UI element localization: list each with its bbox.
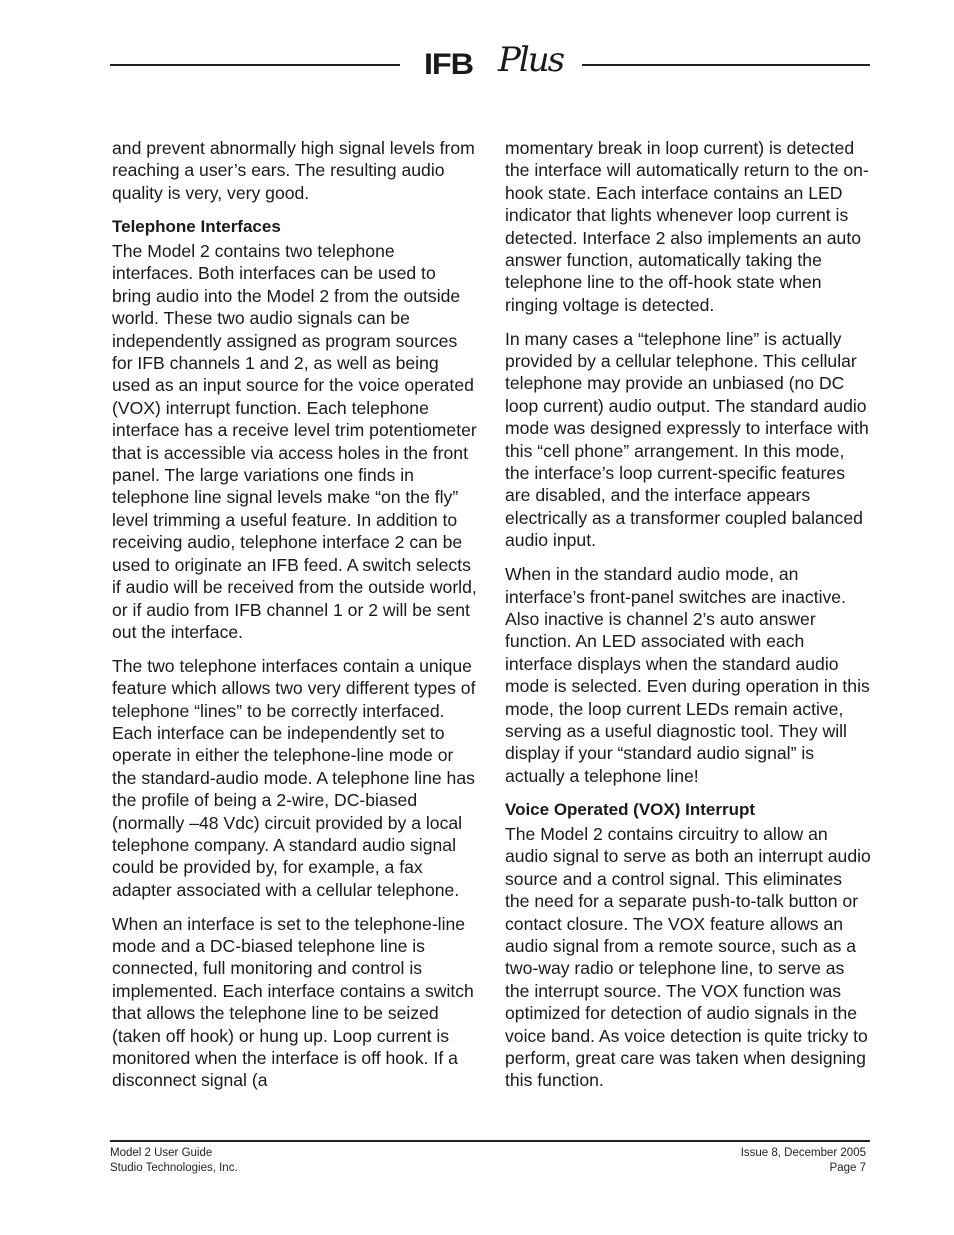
paragraph: The Model 2 contains circuitry to allow an audio signal to serve as both an interrupt audio source and a control signal. This eliminates the need for a separate push-to-talk button or contact closure. The VOX feature allows an audio signal from a remote source, such as a two-way radio or telephone line, to serve as the interrupt source. The VOX function was optimized for detection of audio signals in the voice band. As voice detection is quite tricky to perform, great care was taken when designing this function. [505,823,871,1091]
header-rule-left [110,64,400,66]
section-heading-telephone-interfaces: Telephone Interfaces [112,216,281,236]
paragraph: The two telephone interfaces contain a unique feature which allows two very different types of telephone “lines” to be correctly interfaced. Each interface can be independently set to operate in either the telephone-line mode or the standard-audio mode. A telephone line has the profile of being a 2-wire, DC-biased (normally –48 Vdc) circuit provided by a local telephone company. A standard audio signal could be provided by, for example, a fax adapter associated with a cellular telephone. [112,655,476,900]
footer-right [741,1146,866,1175]
footer-page-number: Page 7 [829,1161,866,1174]
paragraph: The Model 2 contains two telephone interfaces. Both interfaces can be used to bring audio into the Model 2 from the outside world. These two audio signals can be independently assigned as program sources for IFB channels 1 and 2, as well as being used as an input source for the voice operated (VOX) interrupt function. Each telephone interface has a receive level trim potentiometer that is accessible via access holes in the front panel. The large variations one finds in telephone line signal levels make “on the fly” level trimming a useful feature. In addition to receiving audio, telephone interface 2 can be used to originate an IFB feed. A switch selects if audio will be received from the outside world, or if audio from IFB channel 1 or 2 will be sent out the interface. [112,241,477,642]
header-rule-right [582,64,870,66]
footer-left [110,1146,238,1175]
logo-ifb-text: IFB [424,48,473,81]
paragraph: momentary break in loop current) is detected the interface will automatically return to the on-hook state. Each interface contains an LED indicator that lights whenever loop current is detected. Interface 2 also implements an auto answer function, automatically taking the telephone line to the off-hook state when ringing voltage is detected. [505,138,869,315]
footer-issue: Issue 8, December 2005 [740,1147,866,1159]
right-column [505,137,871,1103]
footer-company: Studio Technologies, Inc. [110,1161,238,1174]
paragraph: When an interface is set to the telephone-line mode and a DC-biased telephone line is connected, full monitoring and control is implemented. Each interface contains a switch that allows the telephone line to be seized (taken off hook) or hung up. Loop current is monitored when the interface is off hook. If a disconnect signal (a [112,913,474,1091]
footer-doc-title: Model 2 User Guide [110,1147,213,1159]
footer-rule [110,1140,870,1142]
section-heading-vox-interrupt: Voice Operated (VOX) Interrupt [505,799,756,819]
paragraph: When in the standard audio mode, an interface’s front-panel switches are inactive. Also inactive is channel 2’s auto answer function. An LED associated with each interface displays when the standard audio mode is selected. Even during operation in this mode, the loop current LEDs remain active, serving as a useful diagnostic tool. They will display if your “standard audio signal” is actually a telephone line! [505,564,870,786]
left-column [112,137,478,1103]
ifb-plus-logo [424,40,564,86]
paragraph: and prevent abnormally high signal levels from reaching a user’s ears. The resulting audio quality is very, very good. [112,138,475,203]
paragraph: In many cases a “telephone line” is actually provided by a cellular telephone. This cellular telephone may provide an unbiased (no DC loop current) audio output. The standard audio mode was designed expressly to interface with this “cell phone” arrangement. In this mode, the interface’s loop current-specific features are disabled, and the interface appears electrically as a transformer coupled balanced audio input. [505,328,869,551]
logo-plus-text: Plus [498,40,564,80]
